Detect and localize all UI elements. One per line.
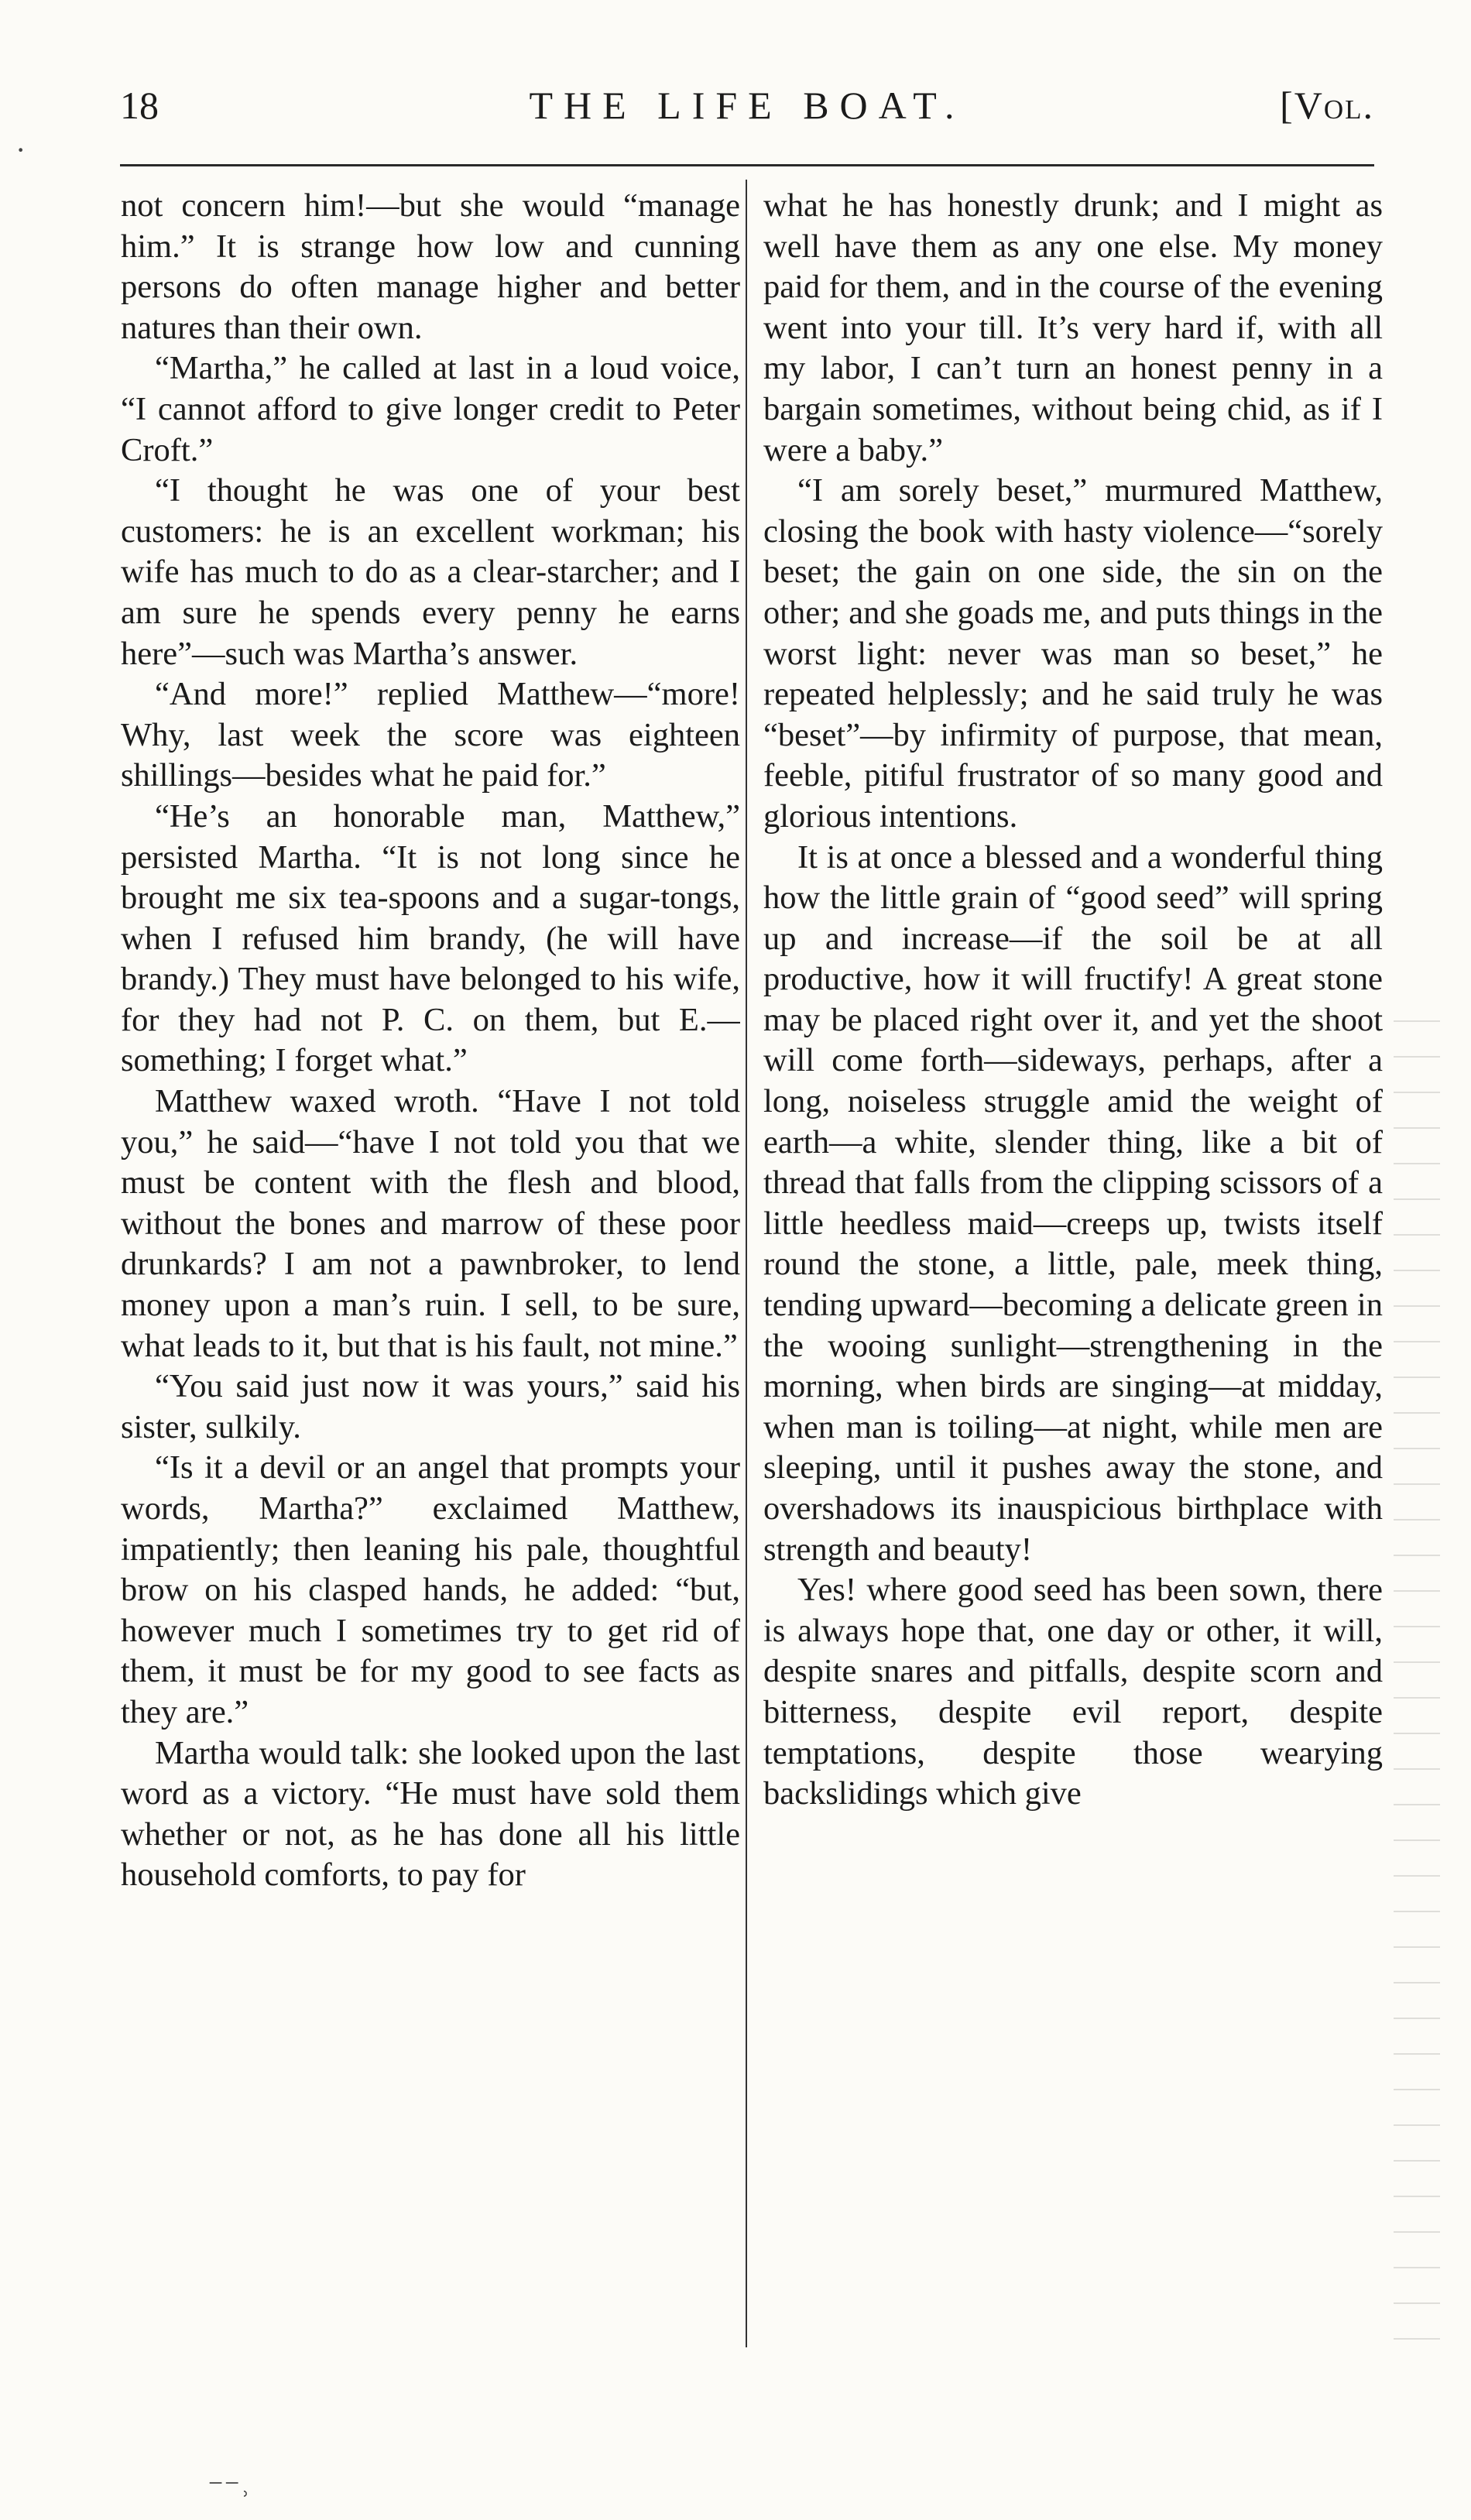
- paragraph: what he has honestly drunk; and I might as well have them as any one else. My money paid for them, and in the course of the evening went into your till. It’s very hard if, with all my labor, I can’t turn an honest penny in a bargain sometimes, without being chid, as if I were a baby.”: [763, 187, 1383, 468]
- paragraph: “Martha,” he called at last in a loud voice, “I cannot afford to give longer credit to Peter Croft.”: [121, 350, 740, 468]
- paragraph: Yes! where good seed has been sown, there is always hope that, one day or other, it will, despite snares and pitfalls, despite scorn and bitterness, despite evil report, despite temptations, despite those wearying backslidings which give: [763, 1572, 1383, 1812]
- paragraph: Martha would talk: she looked upon the last word as a victory. “He must have sold them whether or not, as he has done all his little household comforts, to pay for: [121, 1734, 740, 1894]
- paragraph: “Is it a devil or an angel that prompts your words, Martha?” exclaimed Matthew, impatiently; then leaning his pale, thoughtful brow on his clasped hands, he added: “but, however much I sometimes try to get rid of them, it must be for my good to see facts as they are.”: [121, 1449, 740, 1730]
- paragraph: “I thought he was one of your best customers: he is an excellent workman; his wife has much to do as a clear-starcher; and I am sure he spends every penny he earns here”—such was Martha’s answer.: [121, 472, 740, 672]
- paragraph: “You said just now it was yours,” said his sister, sulkily.: [121, 1368, 740, 1445]
- stray-mark: ·: [15, 132, 26, 167]
- paragraph: not concern him!—but she would “manage him.” It is strange how low and cunning persons do often manage higher and better natures than their own.: [121, 187, 740, 346]
- page-header: [120, 74, 1374, 136]
- header-rule: [120, 164, 1374, 166]
- volume-label: [Vol.: [1280, 84, 1374, 127]
- paragraph: “I am sorely beset,” murmured Matthew, closing the book with hasty violence—“sorely beset; the gain on one side, the sin on the other; and she goads me, and puts things in the worst light: never was man so beset,” he repeated helplessly; and he said truly he was “beset”—by infirmity of purpose, that mean, feeble, pitiful frustrator of so many good and glorious intentions.: [763, 472, 1383, 835]
- stray-mark: ⁻⁻˒: [207, 2470, 251, 2505]
- right-column: [763, 186, 1383, 2338]
- paragraph: “He’s an honorable man, Matthew,” persisted Martha. “It is not long since he brought me six tea-spoons and a sugar-tongs, when I refused him brandy, (he will have brandy.) They must have belonged to his wife, for they had not P. C. on them, but E.—something; I forget what.”: [121, 797, 740, 1079]
- running-title: THE LIFE BOAT.: [529, 84, 965, 127]
- paragraph: “And more!” replied Matthew—“more! Why, last week the score was eighteen shillings—besides what he paid for.”: [121, 676, 740, 794]
- paragraph: Matthew waxed wroth. “Have I not told you,” he said—“have I not told you that we must be content with the flesh and blood, without the bones and marrow of these poor drunkards? I am not a pawnbroker, to lend money upon a man’s ruin. I sell, to be sure, what leads to it, but that is his fault, not mine.”: [121, 1083, 740, 1364]
- left-column: [121, 186, 740, 2338]
- paragraph: It is at once a blessed and a wonderful thing how the little grain of “good seed” will spring up and increase—if the soil be at all productive, how it will fructify! A great stone may be placed right over it, and yet the shoot will come forth—sideways, perhaps, after a long, noiseless struggle amid the weight of earth—a white, slender thing, like a bit of thread that falls from the clipping scissors of a little heedless maid—creeps up, twists itself round the stone, a little, pale, meek thing, tending upward—becoming a delicate green in the wooing sunlight—strengthening in the morning, when birds are singing—at midday, when man is toiling—at night, while men are sleeping, until it pushes away the stone, and overshadows its inauspicious birthplace with strength and beauty!: [763, 838, 1383, 1568]
- column-divider: [746, 180, 747, 2347]
- margin-marks: [1394, 1006, 1440, 2361]
- page-number: 18: [120, 84, 159, 127]
